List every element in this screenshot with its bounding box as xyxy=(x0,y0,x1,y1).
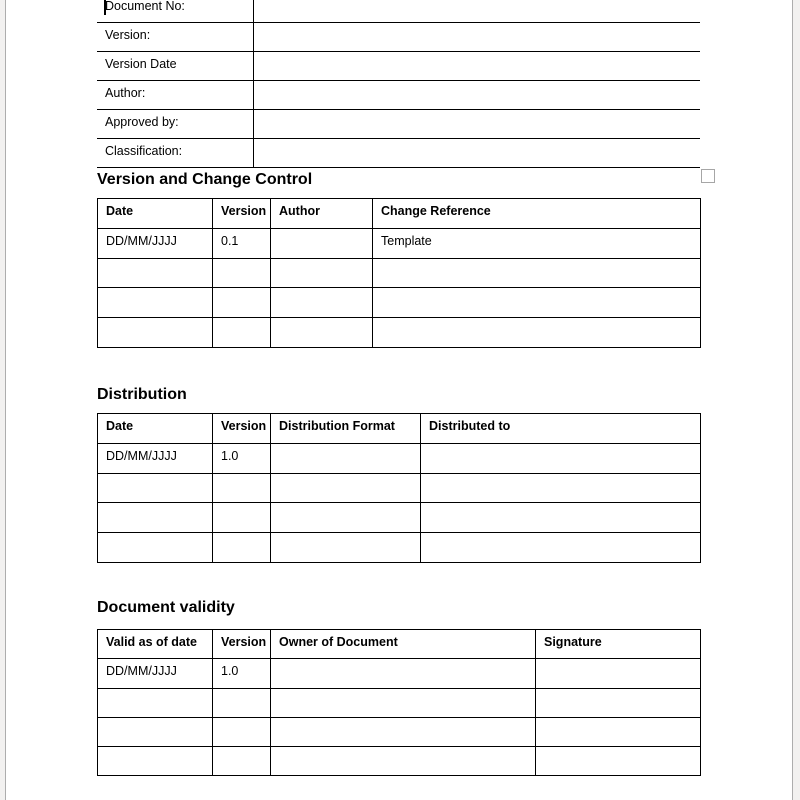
distribution-cell[interactable] xyxy=(271,533,421,563)
header-row xyxy=(98,630,701,659)
info-cell[interactable] xyxy=(253,52,700,81)
distribution-cell[interactable] xyxy=(213,473,271,503)
version-control-cell[interactable] xyxy=(271,228,373,258)
header-row xyxy=(98,414,701,444)
validity-cell-header[interactable]: Owner of Document xyxy=(271,630,536,659)
table-row xyxy=(98,473,701,503)
table-row xyxy=(97,139,700,168)
version-control-cell[interactable] xyxy=(373,288,701,318)
version-control-cell[interactable] xyxy=(373,318,701,348)
version-control-cell[interactable]: 0.1 xyxy=(213,228,271,258)
validity-cell[interactable] xyxy=(536,688,701,717)
version-control-cell[interactable] xyxy=(271,288,373,318)
info-cell[interactable]: Version Date xyxy=(97,52,253,81)
table-row xyxy=(98,503,701,533)
distribution-cell[interactable] xyxy=(421,443,701,473)
version-control-cell[interactable] xyxy=(373,258,701,288)
distribution-cell[interactable] xyxy=(271,503,421,533)
version-control-cell[interactable] xyxy=(213,258,271,288)
table-row xyxy=(98,318,701,348)
table-row xyxy=(98,443,701,473)
version-control-cell[interactable] xyxy=(98,288,213,318)
version-control-cell-header[interactable]: Change Reference xyxy=(373,199,701,229)
info-cell[interactable] xyxy=(253,110,700,139)
table-row xyxy=(98,258,701,288)
version-control-cell[interactable]: DD/MM/JJJJ xyxy=(98,228,213,258)
table-row xyxy=(97,110,700,139)
section-heading-version-and-change-control: Version and Change Control xyxy=(97,171,313,188)
table-row xyxy=(98,533,701,563)
info-cell[interactable]: Approved by: xyxy=(97,110,253,139)
validity-cell[interactable]: 1.0 xyxy=(213,659,271,688)
distribution-cell[interactable] xyxy=(421,473,701,503)
table-row xyxy=(98,288,701,318)
version-control-cell-header[interactable]: Version xyxy=(213,199,271,229)
validity-cell-header[interactable]: Version xyxy=(213,630,271,659)
version-control-cell[interactable] xyxy=(271,258,373,288)
checkbox[interactable] xyxy=(701,169,715,183)
validity-cell-header[interactable]: Signature xyxy=(536,630,701,659)
validity-cell[interactable] xyxy=(98,688,213,717)
distribution-cell-header[interactable]: Distribution Format xyxy=(271,414,421,444)
table-row xyxy=(98,688,701,717)
header-row xyxy=(98,199,701,229)
info-cell[interactable]: Classification: xyxy=(97,139,253,168)
table-row xyxy=(97,23,700,52)
validity-cell[interactable] xyxy=(271,659,536,688)
validity-cell[interactable] xyxy=(213,688,271,717)
distribution-cell[interactable] xyxy=(213,503,271,533)
validity-cell[interactable] xyxy=(271,688,536,717)
distribution-cell[interactable] xyxy=(98,533,213,563)
info-cell[interactable]: Document No: xyxy=(97,0,253,23)
info-cell[interactable] xyxy=(253,0,700,23)
distribution-cell[interactable]: DD/MM/JJJJ xyxy=(98,443,213,473)
validity-cell-header[interactable]: Valid as of date xyxy=(98,630,213,659)
version-control-cell[interactable] xyxy=(213,318,271,348)
version-control-cell[interactable] xyxy=(213,288,271,318)
distribution-cell[interactable] xyxy=(213,533,271,563)
distribution-table xyxy=(97,413,701,563)
table-row xyxy=(97,52,700,81)
section-heading-document-validity: Document validity xyxy=(97,599,235,616)
version-control-cell-header[interactable]: Author xyxy=(271,199,373,229)
validity-cell[interactable] xyxy=(536,747,701,776)
version-control-cell-header[interactable]: Date xyxy=(98,199,213,229)
validity-cell[interactable] xyxy=(98,747,213,776)
distribution-cell-header[interactable]: Version xyxy=(213,414,271,444)
version-control-cell[interactable] xyxy=(98,318,213,348)
distribution-cell[interactable]: 1.0 xyxy=(213,443,271,473)
section-heading-distribution: Distribution xyxy=(97,386,187,403)
info-cell[interactable]: Version: xyxy=(97,23,253,52)
table-row xyxy=(98,228,701,258)
distribution-cell[interactable] xyxy=(421,503,701,533)
validity-cell[interactable] xyxy=(213,747,271,776)
table-row xyxy=(98,717,701,746)
table-row xyxy=(98,747,701,776)
validity-cell[interactable] xyxy=(536,717,701,746)
info-cell[interactable] xyxy=(253,81,700,110)
validity-cell[interactable] xyxy=(271,717,536,746)
validity-cell[interactable] xyxy=(271,747,536,776)
document-info-table xyxy=(97,0,700,168)
table-row xyxy=(97,0,700,23)
distribution-cell-header[interactable]: Distributed to xyxy=(421,414,701,444)
version-control-cell[interactable] xyxy=(271,318,373,348)
info-cell[interactable] xyxy=(253,23,700,52)
version-control-cell[interactable]: Template xyxy=(373,228,701,258)
distribution-cell[interactable] xyxy=(421,533,701,563)
table-row xyxy=(98,659,701,688)
table-row xyxy=(97,81,700,110)
validity-cell[interactable] xyxy=(213,717,271,746)
document-validity-table xyxy=(97,629,701,776)
info-cell[interactable] xyxy=(253,139,700,168)
distribution-cell[interactable] xyxy=(98,473,213,503)
version-control-cell[interactable] xyxy=(98,258,213,288)
info-cell[interactable]: Author: xyxy=(97,81,253,110)
validity-cell[interactable]: DD/MM/JJJJ xyxy=(98,659,213,688)
distribution-cell[interactable] xyxy=(271,443,421,473)
distribution-cell[interactable] xyxy=(98,503,213,533)
validity-cell[interactable] xyxy=(536,659,701,688)
version-and-change-control-table xyxy=(97,198,701,348)
distribution-cell[interactable] xyxy=(271,473,421,503)
distribution-cell-header[interactable]: Date xyxy=(98,414,213,444)
validity-cell[interactable] xyxy=(98,717,213,746)
